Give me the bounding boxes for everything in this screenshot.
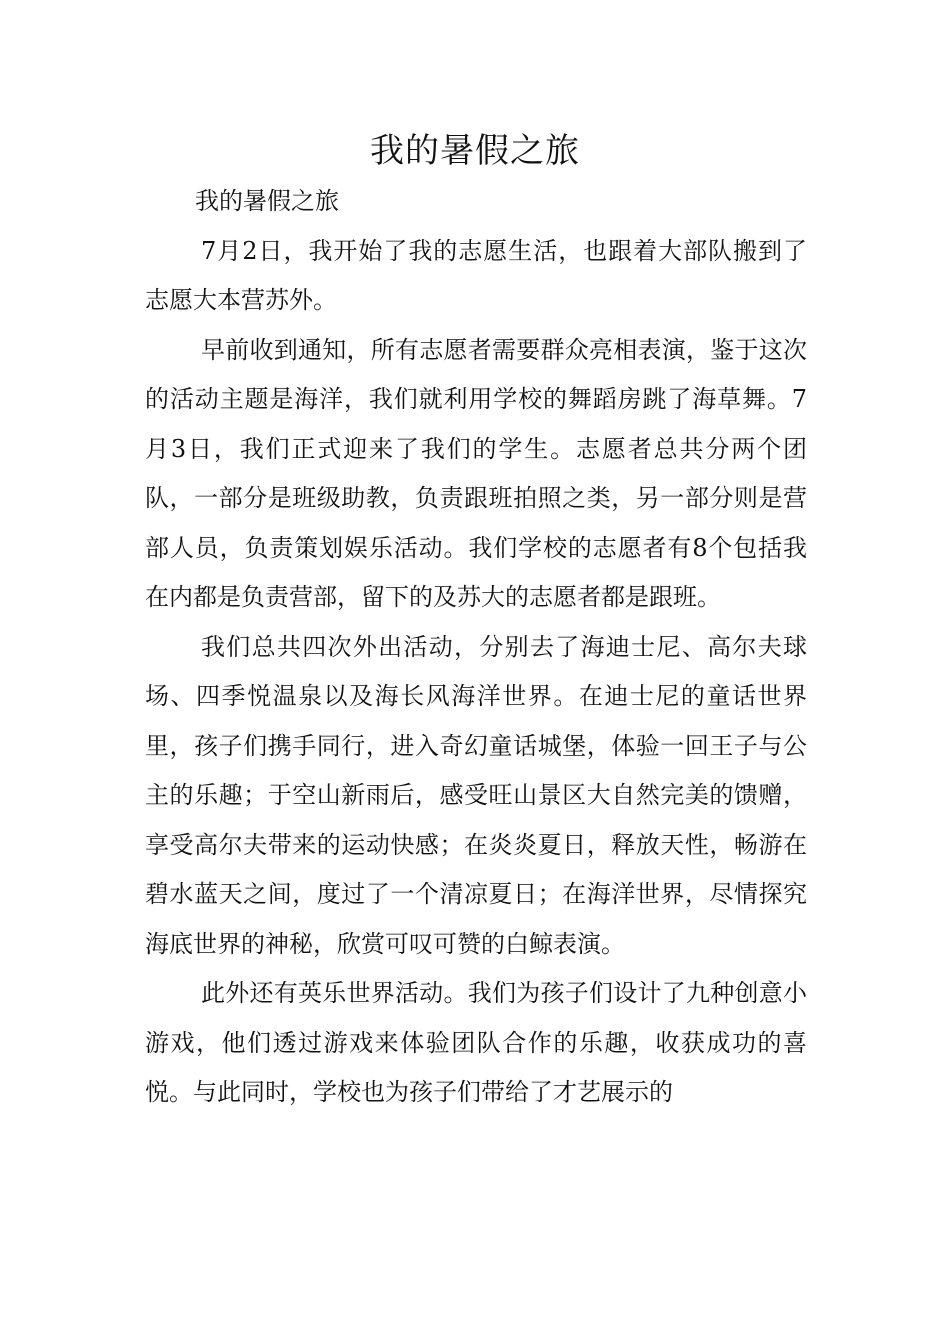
document-title: 我的暑假之旅 <box>370 131 580 171</box>
paragraph: 我们总共四次外出活动，分别去了海迪士尼、高尔夫球场、四季悦温泉以及海长风海洋世界。在迪士尼的童话世界里，孩子们携手同行，进入奇幻童话城堡，体验一回王子与公主的乐趣；于空山新雨后，感受旺山景区大自然完美的馈赠，享受高尔夫带来的运动快感；在炎炎夏日，释放天性，畅游在碧水蓝天之间，度过了一个清凉夏日；在海洋世界，尽情探究海底世界的神秘，欣赏可叹可赞的白鲸表演。 <box>145 632 807 958</box>
paragraph: 7月2日，我开始了我的志愿生活，也跟着大部队搬到了志愿大本营苏外。 <box>145 236 807 314</box>
document-body <box>145 177 807 1118</box>
document-subtitle: 我的暑假之旅 <box>195 187 339 215</box>
paragraph: 早前收到通知，所有志愿者需要群众亮相表演，鉴于这次的活动主题是海洋，我们就利用学校的舞蹈房跳了海草舞。7月3日，我们正式迎来了我们的学生。志愿者总共分两个团队，一部分是班级助教，负责跟班拍照之类，另一部分则是营部人员，负责策划娱乐活动。我们学校的志愿者有8个包括我在内都是负责营部，留下的及苏大的志愿者都是跟班。 <box>145 335 807 611</box>
paragraph: 此外还有英乐世界活动。我们为孩子们设计了九种创意小游戏，他们透过游戏来体验团队合作的乐趣，收获成功的喜悦。与此同时，学校也为孩子们带给了才艺展示的 <box>145 979 807 1106</box>
